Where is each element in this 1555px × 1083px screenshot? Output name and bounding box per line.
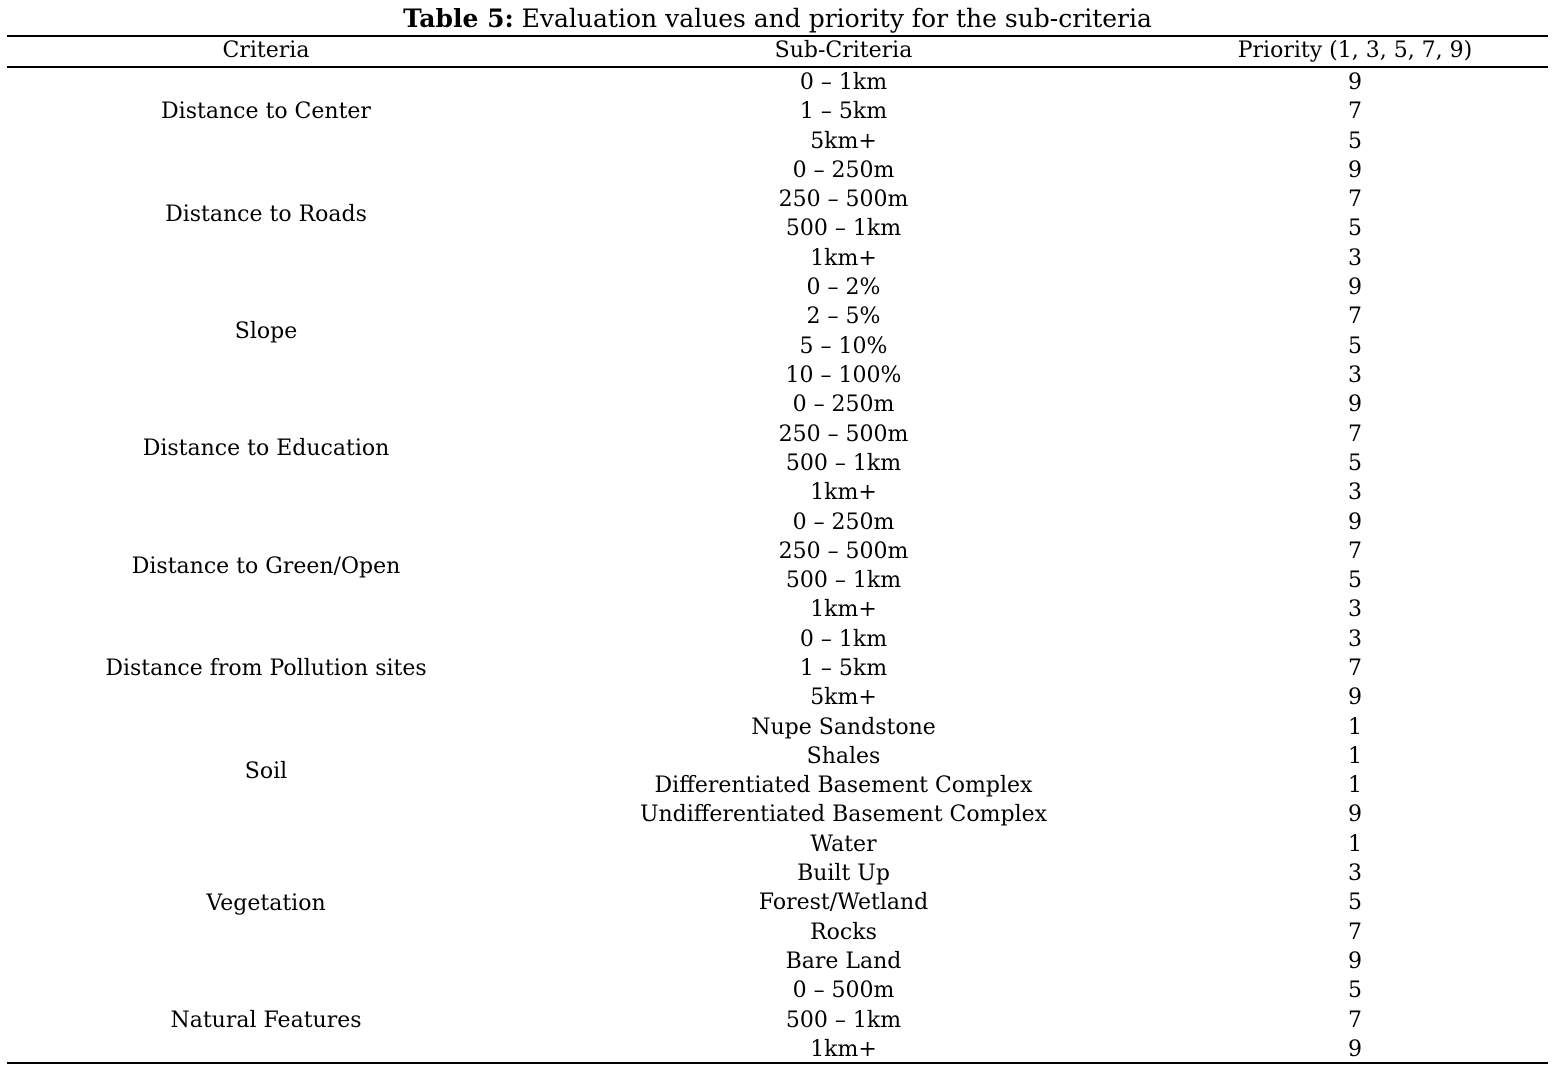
priority-cell: 3	[1348, 245, 1362, 271]
sub-criteria-cell: 1km+	[810, 597, 877, 623]
table-row	[0, 654, 1555, 683]
criteria-cell: Distance to Education	[142, 436, 390, 462]
sub-criteria-cell: Built Up	[797, 861, 890, 887]
priority-cell: 9	[1348, 392, 1362, 418]
criteria-cell: Soil	[244, 758, 288, 784]
sub-criteria-cell: 10 – 100%	[785, 362, 902, 388]
table-row	[0, 713, 1555, 742]
table-row	[0, 859, 1555, 888]
table-row	[0, 771, 1555, 800]
table-row	[0, 830, 1555, 859]
sub-criteria-cell: 0 – 2%	[806, 275, 881, 301]
criteria-group	[0, 508, 1555, 625]
table-row	[0, 97, 1555, 126]
table-row	[0, 127, 1555, 156]
priority-cell: 5	[1348, 128, 1362, 154]
sub-criteria-cell: 2 – 5%	[806, 304, 881, 330]
table-row	[0, 156, 1555, 185]
criteria-group	[0, 976, 1555, 1064]
table-header-row	[0, 36, 1555, 66]
table-caption-label: Table 5:	[403, 4, 514, 33]
criteria-group	[0, 390, 1555, 507]
priority-cell: 9	[1348, 948, 1362, 974]
priority-cell: 7	[1348, 655, 1362, 681]
table-row	[0, 390, 1555, 419]
priority-cell: 1	[1348, 714, 1362, 740]
sub-criteria-cell: 5km+	[810, 128, 877, 154]
table-row	[0, 595, 1555, 624]
criteria-group	[0, 273, 1555, 390]
sub-criteria-cell: 1km+	[810, 480, 877, 506]
table-row	[0, 566, 1555, 595]
sub-criteria-cell: 500 – 1km	[785, 450, 902, 476]
sub-criteria-cell: Forest/Wetland	[758, 890, 929, 916]
priority-cell: 5	[1348, 978, 1362, 1004]
sub-criteria-cell: 0 – 250m	[792, 509, 895, 535]
priority-cell: 1	[1348, 831, 1362, 857]
criteria-cell: Distance to Green/Open	[131, 553, 401, 579]
sub-criteria-cell: 0 – 1km	[799, 626, 888, 652]
sub-criteria-cell: 500 – 1km	[785, 1007, 902, 1033]
table-row	[0, 508, 1555, 537]
table-row	[0, 537, 1555, 566]
sub-criteria-cell: 0 – 250m	[792, 392, 895, 418]
sub-criteria-cell: 1 – 5km	[799, 655, 888, 681]
sub-criteria-cell: 500 – 1km	[785, 568, 902, 594]
priority-cell: 3	[1348, 597, 1362, 623]
sub-criteria-cell: Undifferentiated Basement Complex	[639, 802, 1048, 828]
table-row	[0, 800, 1555, 829]
table-row	[0, 888, 1555, 917]
criteria-group	[0, 156, 1555, 273]
priority-cell: 9	[1348, 70, 1362, 95]
criteria-cell: Distance to Roads	[165, 201, 367, 227]
header-criteria: Criteria	[222, 38, 310, 63]
sub-criteria-cell: 5km+	[810, 685, 877, 711]
criteria-group	[0, 830, 1555, 977]
criteria-cell: Distance to Center	[161, 99, 371, 125]
table-bottom-rule	[7, 1062, 1548, 1064]
sub-criteria-cell: Bare Land	[785, 948, 902, 974]
priority-cell: 9	[1348, 509, 1362, 535]
table-row	[0, 742, 1555, 771]
priority-cell: 9	[1348, 685, 1362, 711]
header-priority: Priority (1, 3, 5, 7, 9)	[1237, 38, 1473, 63]
header-sub-criteria: Sub-Criteria	[774, 38, 913, 63]
sub-criteria-cell: 1km+	[810, 1036, 877, 1062]
criteria-group	[0, 625, 1555, 713]
table-row	[0, 273, 1555, 302]
sub-criteria-cell: 0 – 250m	[792, 157, 895, 183]
sub-criteria-cell: 500 – 1km	[785, 216, 902, 242]
priority-cell: 9	[1348, 1036, 1362, 1062]
priority-cell: 5	[1348, 216, 1362, 242]
sub-criteria-cell: Nupe Sandstone	[751, 714, 936, 740]
table-row	[0, 918, 1555, 947]
priority-cell: 7	[1348, 421, 1362, 447]
priority-cell: 1	[1348, 743, 1362, 769]
priority-cell: 3	[1348, 480, 1362, 506]
priority-cell: 5	[1348, 890, 1362, 916]
sub-criteria-cell: 0 – 500m	[792, 978, 895, 1004]
priority-cell: 7	[1348, 538, 1362, 564]
criteria-group	[0, 68, 1555, 156]
sub-criteria-cell: Water	[810, 831, 877, 857]
sub-criteria-cell: 0 – 1km	[799, 70, 888, 95]
table-row	[0, 1006, 1555, 1035]
table-row	[0, 361, 1555, 390]
priority-cell: 9	[1348, 802, 1362, 828]
sub-criteria-cell: 1km+	[810, 245, 877, 271]
table-row	[0, 1035, 1555, 1064]
sub-criteria-cell: Shales	[806, 743, 881, 769]
table-row	[0, 302, 1555, 331]
sub-criteria-cell: 250 – 500m	[778, 538, 909, 564]
sub-criteria-cell: 1 – 5km	[799, 99, 888, 125]
priority-cell: 1	[1348, 773, 1362, 799]
priority-cell: 7	[1348, 304, 1362, 330]
table-caption	[0, 2, 1555, 36]
table-row	[0, 449, 1555, 478]
table-row	[0, 68, 1555, 97]
sub-criteria-cell: 250 – 500m	[778, 421, 909, 447]
priority-cell: 7	[1348, 187, 1362, 213]
table-row	[0, 185, 1555, 214]
table-row	[0, 976, 1555, 1005]
table-row	[0, 947, 1555, 976]
table-row	[0, 244, 1555, 273]
table-caption-text: Evaluation values and priority for the sub-criteria	[513, 4, 1152, 33]
table-row	[0, 683, 1555, 712]
criteria-cell: Vegetation	[206, 890, 326, 916]
table-row	[0, 625, 1555, 654]
priority-cell: 9	[1348, 275, 1362, 301]
criteria-cell: Slope	[234, 319, 298, 345]
priority-cell: 5	[1348, 333, 1362, 359]
priority-cell: 5	[1348, 568, 1362, 594]
sub-criteria-cell: Rocks	[810, 919, 877, 945]
priority-cell: 3	[1348, 362, 1362, 388]
criteria-cell: Natural Features	[170, 1007, 362, 1033]
table-row	[0, 420, 1555, 449]
table-row	[0, 478, 1555, 507]
priority-cell: 5	[1348, 450, 1362, 476]
table-row	[0, 214, 1555, 243]
sub-criteria-cell: 5 – 10%	[799, 333, 888, 359]
sub-criteria-cell: Differentiated Basement Complex	[654, 773, 1033, 799]
table-row	[0, 332, 1555, 361]
priority-cell: 3	[1348, 626, 1362, 652]
priority-cell: 7	[1348, 99, 1362, 125]
priority-cell: 7	[1348, 1007, 1362, 1033]
priority-cell: 9	[1348, 157, 1362, 183]
criteria-group	[0, 713, 1555, 830]
sub-criteria-cell: 250 – 500m	[778, 187, 909, 213]
criteria-cell: Distance from Pollution sites	[105, 656, 427, 682]
priority-cell: 3	[1348, 861, 1362, 887]
priority-cell: 7	[1348, 919, 1362, 945]
